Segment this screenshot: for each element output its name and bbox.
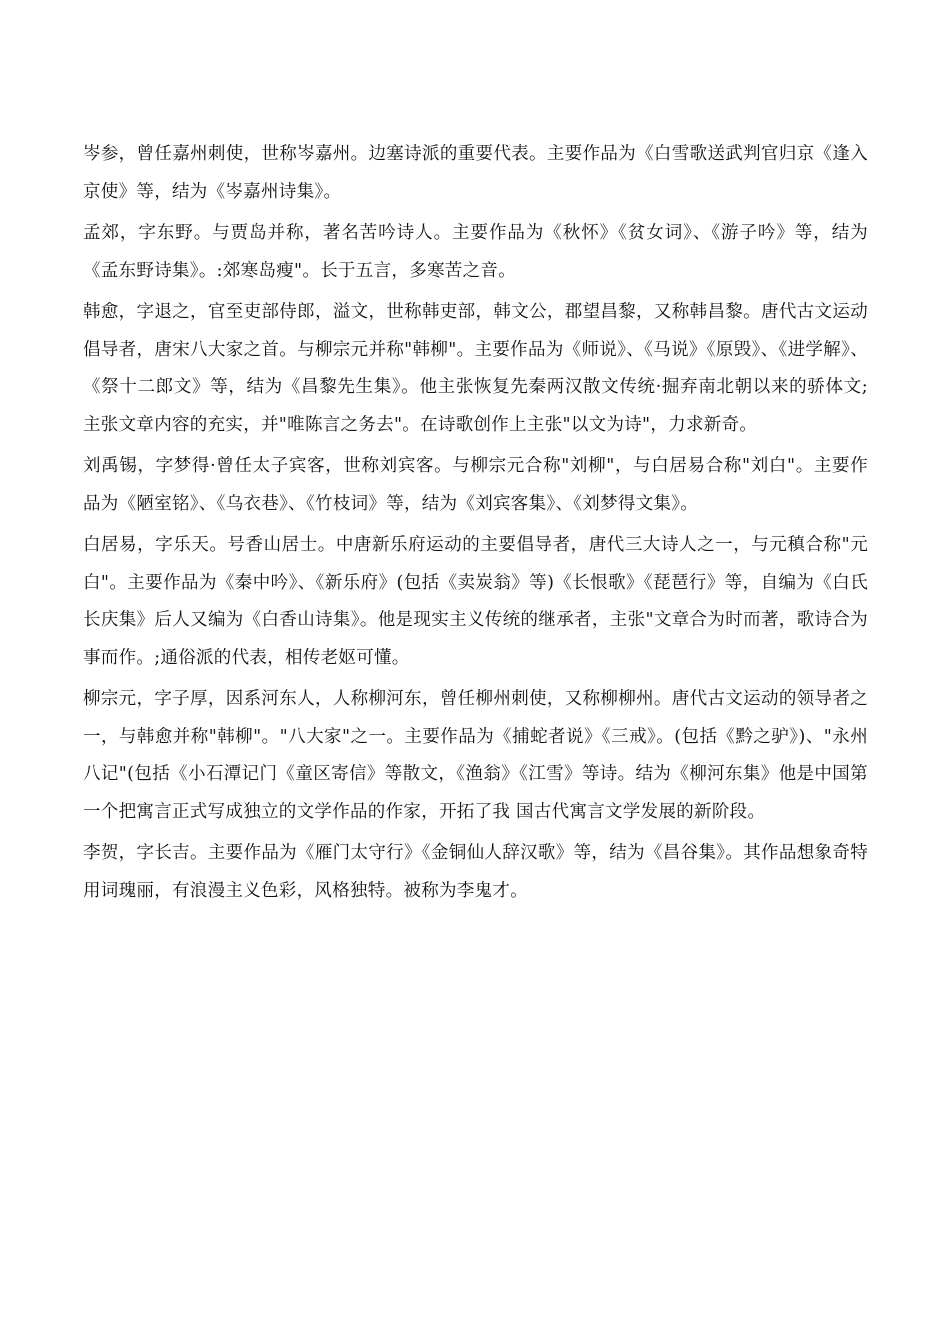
document-body bbox=[83, 136, 868, 914]
paragraph-bai-juyi: 白居易，字乐天。号香山居士。中唐新乐府运动的主要倡导者，唐代三大诗人之一，与元稹合称"元白"。主要作品为《秦中吟》、《新乐府》(包括《卖炭翁》等)《长恨歌》《琵琶行》等，自编为《白氏长庆集》后人又编为《白香山诗集》。他是现实主义传统的继承者，主张"文章合为时而著，歌诗合为事而作。;通俗派的代表，相传老妪可懂。 bbox=[83, 535, 868, 668]
paragraph-meng-jiao: 孟郊，字东野。与贾岛并称，著名苦吟诗人。主要作品为《秋怀》《贫女词》、《游子吟》等，结为《孟东野诗集》。:郊寒岛瘦"。长于五言，多寒苦之音。 bbox=[83, 223, 868, 281]
paragraph-liu-yuxi: 刘禹锡，字梦得·曾任太子宾客，世称刘宾客。与柳宗元合称"刘柳"，与白居易合称"刘白"。主要作品为《陋室铭》、《乌衣巷》、《竹枝词》等，结为《刘宾客集》、《刘梦得文集》。 bbox=[83, 456, 868, 514]
paragraph-li-he: 李贺，字长吉。主要作品为《雁门太守行》《金铜仙人辞汉歌》等，结为《昌谷集》。其作品想象奇特用词瑰丽，有浪漫主义色彩，风格独特。被称为李鬼才。 bbox=[83, 843, 868, 901]
paragraph-han-yu: 韩愈，字退之，官至吏部侍郎，溢文，世称韩吏部，韩文公，郡望昌黎，又称韩昌黎。唐代古文运动倡导者，唐宋八大家之首。与柳宗元并称"韩柳"。主要作品为《师说》、《马说》《原毁》、《进学解》、《祭十二郎文》等，结为《昌黎先生集》。他主张恢复先秦两汉散文传统·掘弃南北朝以来的骄体文;主张文章内容的充实，并"唯陈言之务去"。在诗歌创作上主张"以文为诗"，力求新奇。 bbox=[83, 302, 868, 435]
paragraph-cen-shen: 岑参，曾任嘉州刺使，世称岑嘉州。边塞诗派的重要代表。主要作品为《白雪歌送武判官归京《逢入京使》等，结为《岑嘉州诗集》。 bbox=[83, 144, 868, 202]
paragraph-liu-zongyuan: 柳宗元，字子厚，因系河东人，人称柳河东，曾任柳州刺使，又称柳柳州。唐代古文运动的领导者之一，与韩愈并称"韩柳"。"八大家"之一。主要作品为《捕蛇者说》《三戒》。(包括《黔之驴》)、"永州八记"(包括《小石潭记门《童区寄信》等散文，《渔翁》《江雪》等诗。结为《柳河东集》他是中国第一个把寓言正式写成独立的文学作品的作家，开拓了我 国古代寓言文学发展的新阶段。 bbox=[83, 689, 868, 822]
